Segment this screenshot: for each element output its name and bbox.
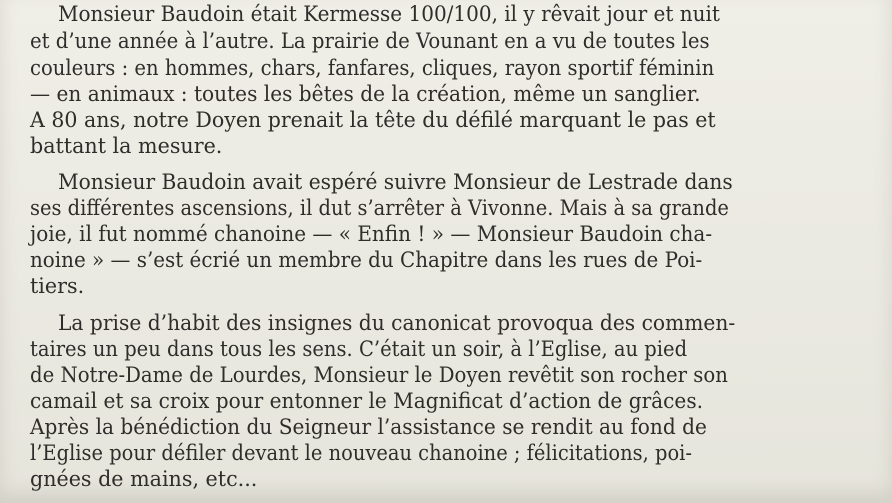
text-line xyxy=(0,222,892,248)
text-line xyxy=(0,2,892,28)
text-line xyxy=(0,311,892,337)
line-text: joie, il fut nommé chanoine — « Enfin ! » — Monsieur Baudoin cha- xyxy=(30,222,713,247)
text-line xyxy=(0,441,892,467)
line-text: La prise d’habit des insignes du canonicat provoqua des commen- xyxy=(58,311,736,336)
text-line xyxy=(0,467,892,493)
line-text: A 80 ans, notre Doyen prenait la tête du défilé marquant le pas et xyxy=(30,108,716,133)
line-text: Monsieur Baudoin était Kermesse 100/100, il y rêvait jour et nuit xyxy=(58,2,720,27)
line-text: gnées de mains, etc... xyxy=(30,467,258,492)
text-line xyxy=(0,389,892,415)
line-text: couleurs : en hommes, chars, fanfares, cliques, rayon sportif féminin xyxy=(30,56,715,81)
line-text: noine » — s’est écrié un membre du Chapitre dans les rues de Poi- xyxy=(30,248,703,273)
line-text: taires un peu dans tous les sens. C’était un soir, à l’Eglise, au pied xyxy=(30,337,688,362)
text-line xyxy=(0,248,892,274)
line-text: — en animaux : toutes les bêtes de la création, même un sanglier. xyxy=(30,82,701,107)
line-text: tiers. xyxy=(30,274,85,299)
text-line xyxy=(0,337,892,363)
line-text: l’Eglise pour défiler devant le nouveau chanoine ; félicitations, poi- xyxy=(30,441,692,466)
text-line xyxy=(0,108,892,134)
line-text: battant la mesure. xyxy=(30,134,223,159)
text-line xyxy=(0,415,892,441)
line-text: camail et sa croix pour entonner le Magnificat d’action de grâces. xyxy=(30,389,704,414)
text-line xyxy=(0,363,892,389)
text-line xyxy=(0,82,892,108)
line-text: et d’une année à l’autre. La prairie de Vounant en a vu de toutes les xyxy=(30,29,710,54)
text-line xyxy=(0,56,892,82)
line-text: ses différentes ascensions, il dut s’arrêter à Vivonne. Mais à sa grande xyxy=(30,196,729,221)
line-text: de Notre-Dame de Lourdes, Monsieur le Doyen revêtit son rocher son xyxy=(30,363,728,388)
text-line xyxy=(0,196,892,222)
text-line xyxy=(0,274,892,300)
text-line xyxy=(0,29,892,55)
text-line xyxy=(0,134,892,160)
line-text: Après la bénédiction du Seigneur l’assistance se rendit au fond de xyxy=(30,415,707,440)
text-line xyxy=(0,170,892,196)
line-text: Monsieur Baudoin avait espéré suivre Monsieur de Lestrade dans xyxy=(58,170,733,195)
